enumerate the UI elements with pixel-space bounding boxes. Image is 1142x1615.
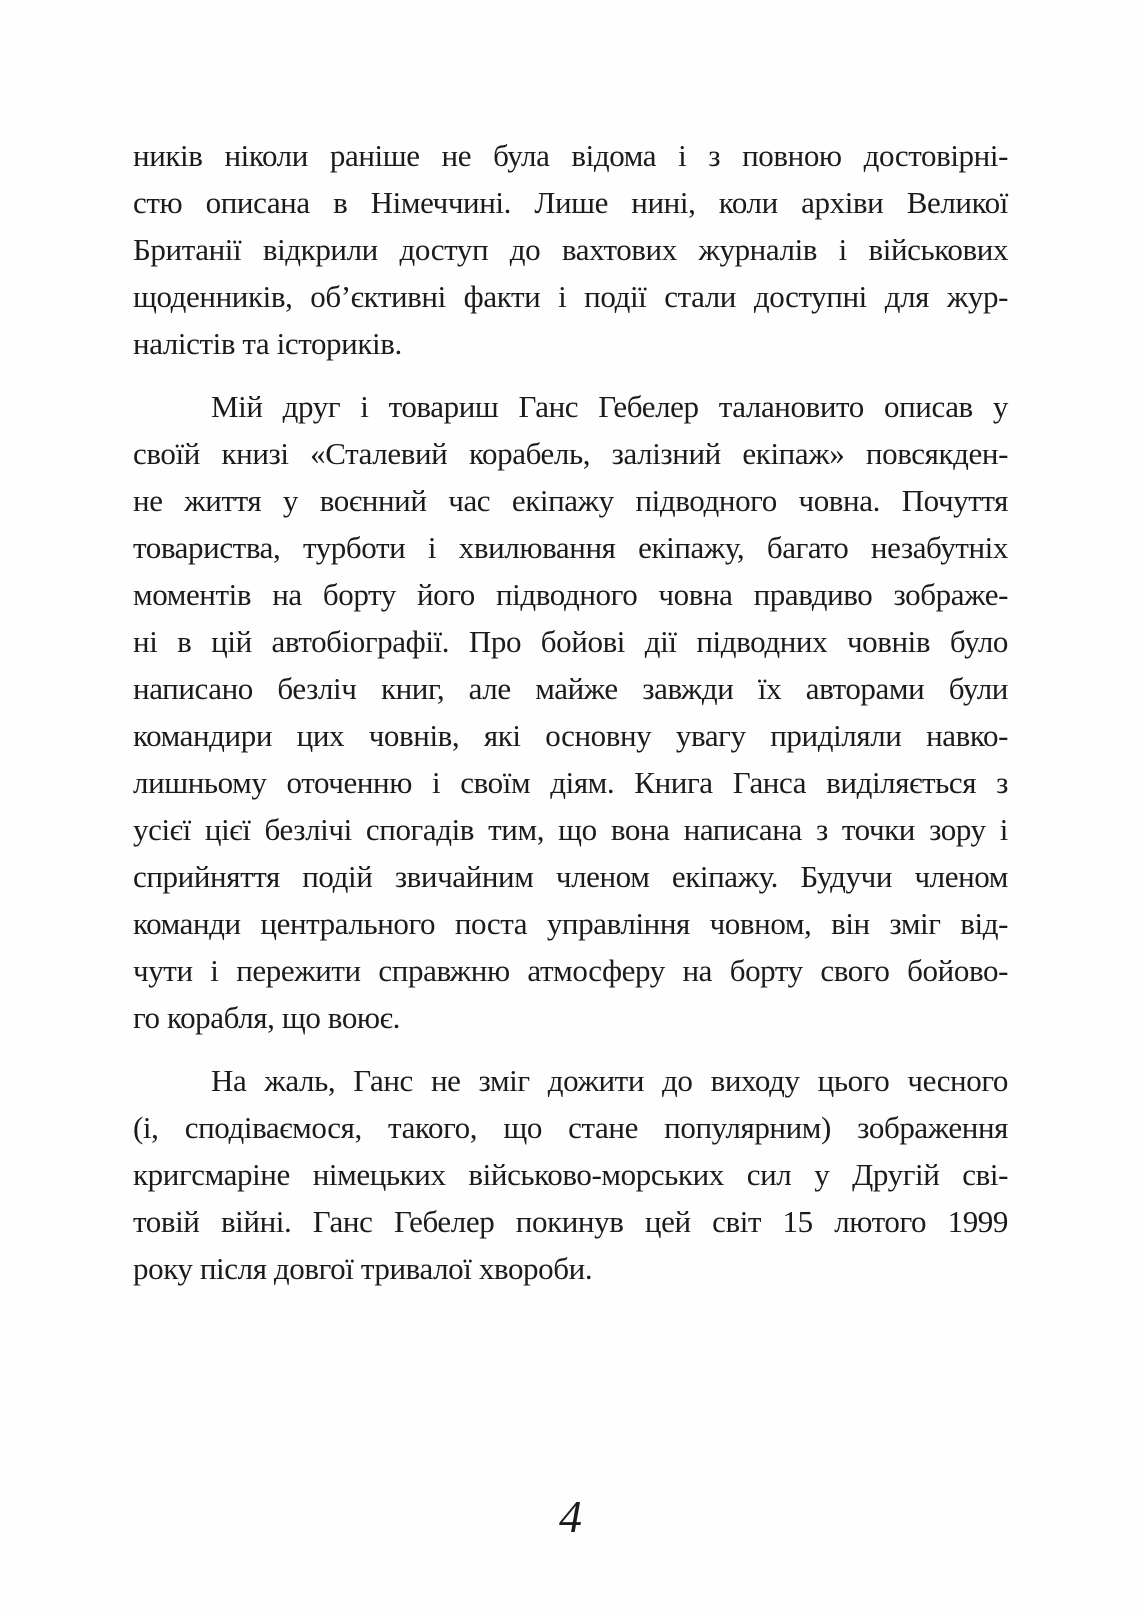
paragraph-3 <box>133 1057 1008 1292</box>
text-line: Мій друг і товариш Ганс Гебелер талановито описав у <box>211 389 1008 424</box>
paragraph-2 <box>133 383 1008 1041</box>
paragraph-1 <box>133 132 1008 367</box>
text-line: усієї цієї безлічі спогадів тим, що вона написана з точки зору і <box>133 812 1008 847</box>
text-line: сприйняття подій звичайним членом екіпажу. Будучи членом <box>133 859 1008 894</box>
text-line: лишньому оточенню і своїм діям. Книга Ганса виділяється з <box>133 765 1008 800</box>
text-line: своїй книзі «Сталевий корабель, залізний екіпаж» повсякден- <box>133 436 1008 471</box>
text-line: щоденників, об’єктивні факти і події стали доступні для жур- <box>133 279 1008 314</box>
page-number: 4 <box>559 1491 582 1542</box>
text-line: командири цих човнів, які основну увагу приділяли навко- <box>133 718 1008 753</box>
text-line: налістів та істориків. <box>133 326 402 361</box>
text-line: моментів на борту його підводного човна правдиво зображе- <box>133 577 1008 612</box>
text-line: команди центрального поста управління човном, він зміг від- <box>133 906 1008 941</box>
text-line: написано безліч книг, але майже завжди їх авторами були <box>133 671 1008 706</box>
text-line: ні в цій автобіографії. Про бойові дії підводних човнів було <box>133 624 1008 659</box>
text-line: Британії відкрили доступ до вахтових журналів і військових <box>133 232 1008 267</box>
text-line: чути і пережити справжню атмосферу на борту свого бойово- <box>133 953 1008 988</box>
text-line: товариства, турботи і хвилювання екіпажу, багато незабутніх <box>133 530 1008 565</box>
text-line: товій війні. Ганс Гебелер покинув цей світ 15 лютого 1999 <box>133 1204 1008 1239</box>
page-text <box>133 132 1008 1292</box>
text-line: (і, сподіваємося, такого, що стане популярним) зображення <box>133 1110 1008 1145</box>
text-line: року після довгої тривалої хвороби. <box>133 1251 593 1286</box>
text-line: го корабля, що воює. <box>133 1000 400 1035</box>
text-line: стю описана в Німеччині. Лише нині, коли архіви Великої <box>133 185 1008 220</box>
text-line: не життя у воєнний час екіпажу підводного човна. Почуття <box>133 483 1008 518</box>
text-line: кригсмаріне німецьких військово-морських сил у Другій сві- <box>133 1157 1008 1192</box>
text-line: ників ніколи раніше не була відома і з повною достовірні- <box>133 138 1008 173</box>
text-line: На жаль, Ганс не зміг дожити до виходу цього чесного <box>211 1063 1008 1098</box>
